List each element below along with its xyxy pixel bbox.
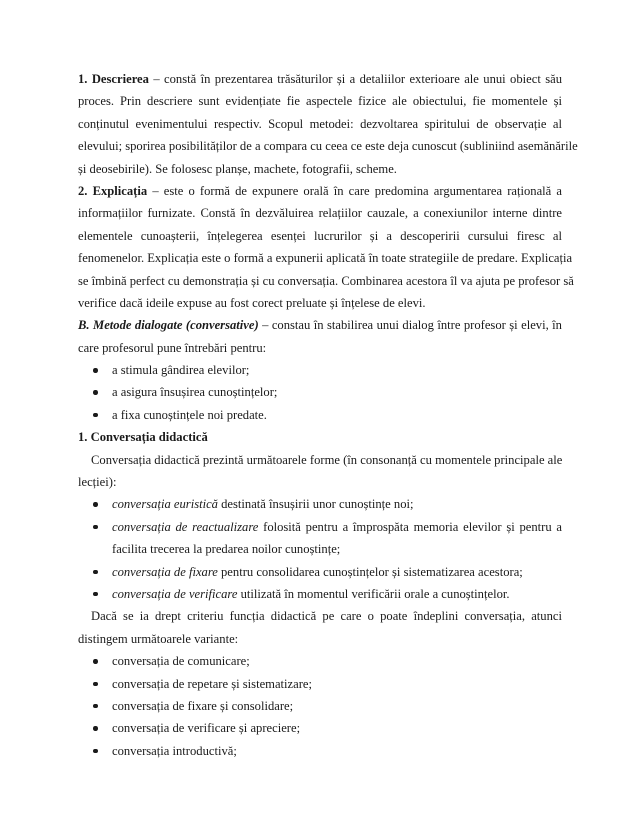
metode-dialogate-line-1: B. Metode dialogate (conversative) – constau în stabilirea unui dialog între profesor și elevi, în	[78, 318, 562, 333]
form-item-reactualizare-continuation: facilita trecerea la predarea noilor cunoștințe;	[112, 542, 341, 557]
bullet-item: a stimula gândirea elevilor;	[78, 359, 562, 381]
explicatia-line-4: fenomenelor. Explicația este o formă a expunerii aplicată în toate strategiile de predare. Explicația	[78, 251, 573, 266]
variant-item: conversația de repetare și sistematizare;	[78, 673, 562, 695]
conversatia-paragraph-line-2: lecției):	[78, 475, 117, 490]
descrierea-line-3: conținutul evenimentului respectiv. Scopul metodei: dezvoltarea spiritului de observație al	[78, 116, 562, 131]
bullet-item: a asigura însușirea cunoștințelor;	[78, 381, 562, 403]
form-item-fixare: conversația de fixare pentru consolidarea cunoștințelor și sistematizarea acestora;	[78, 561, 562, 583]
variant-item: conversația de fixare și consolidare;	[78, 695, 562, 717]
form-item-reactualizare: conversația de reactualizare folosită pentru a împrospăta memoria elevilor și pentru a	[78, 516, 562, 538]
explicatia-line-1: 2. Explicația – este o formă de expunere orală în care predomina argumentarea rațională a	[78, 183, 563, 198]
form-item-verificare: conversația de verificare utilizată în momentul verificării orale a cunoștințelor.	[78, 583, 562, 605]
descrierea-line-2: proces. Prin descriere sunt evidențiate fie aspectele fizice ale obiectului, fie momentele și	[78, 94, 562, 109]
explicatia-line-3: elementele cunoașterii, înțelegerea esenței lucrurilor și a descoperirii cursului firesc al	[78, 228, 562, 243]
descrierea-line-5: și deosebirile). Se folosesc planșe, machete, fotografii, scheme.	[78, 161, 397, 176]
explicatia-line-5: se îmbină perfect cu demonstrația și cu conversația. Combinarea acestora îl va ajuta pe profesor să	[78, 273, 574, 288]
explicatia-line-2: informațiilor furnizate. Constă în dezvăluirea relațiilor cauzale, a conexiunilor interne dintre	[78, 206, 562, 221]
metode-dialogate-line-2: care profesorul pune întrebări pentru:	[78, 340, 267, 355]
metode-dialogate-heading: B. Metode dialogate (conversative)	[78, 318, 259, 333]
document-page	[78, 68, 578, 762]
form-item-euristica: conversația euristică destinată însușirii unor cunoștințe noi;	[78, 493, 562, 515]
variant-item: conversația introductivă;	[78, 740, 562, 762]
conversatia-heading: 1. Conversația didactică	[78, 430, 208, 445]
criteriu-paragraph-line-2: distingem următoarele variante:	[78, 631, 239, 646]
criteriu-paragraph-line-1: Dacă se ia drept criteriu funcția didactică pe care o poate îndeplini conversația, atunci	[91, 609, 562, 624]
bullet-item: a fixa cunoștințele noi predate.	[78, 404, 562, 426]
descrierea-heading: 1. Descrierea	[78, 72, 149, 86]
descrierea-line-4: elevului; sporirea posibilităților de a compara cu ceea ce este deja cunoscut (subliniind asemănările	[78, 139, 578, 154]
explicatia-heading: 2. Explicația	[78, 183, 148, 198]
conversatia-paragraph-line-1: Conversația didactică prezintă următoarele forme (în consonanță cu momentele principale ale	[91, 452, 563, 467]
descrierea-line-1: 1. Descrierea – constă în prezentarea trăsăturilor și a detaliilor exterioare ale unui obiect său	[78, 72, 562, 86]
variant-item: conversația de comunicare;	[78, 650, 562, 672]
variant-item: conversația de verificare și apreciere;	[78, 717, 562, 739]
explicatia-line-6: verifice dacă ideile expuse au fost corect preluate și înțelese de elevi.	[78, 295, 426, 310]
